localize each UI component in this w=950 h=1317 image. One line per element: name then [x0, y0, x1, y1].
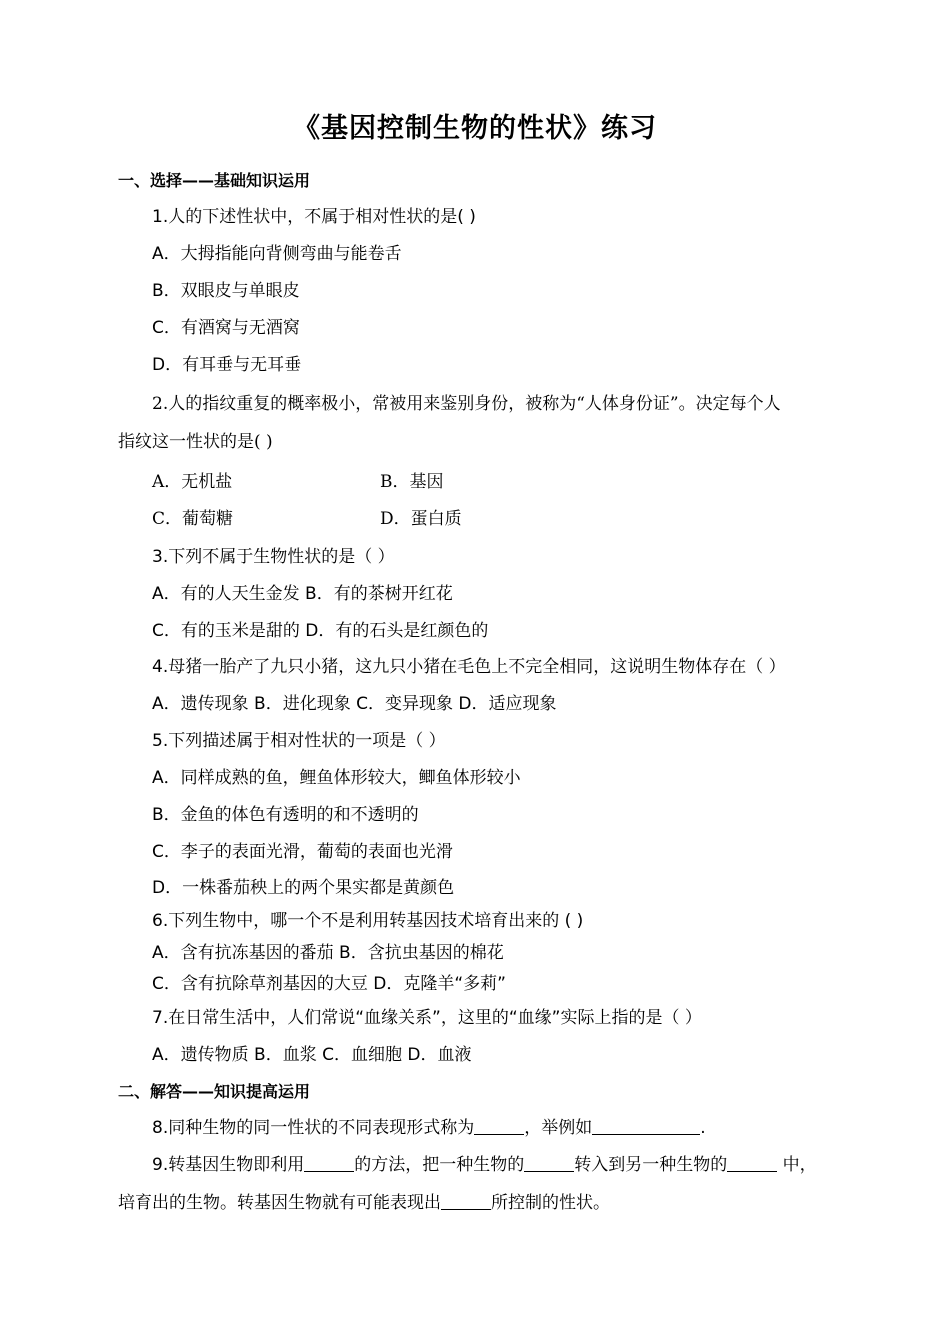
question-2-stem-line1: 2.人的指纹重复的概率极小，常被用来鉴别身份，被称为“人体身份证”。决定每个人 — [152, 394, 781, 414]
question-2-stem-line2: 指纹这一性状的是( ) — [118, 432, 273, 452]
question-3-options-ab: A．有的人天生金发 B．有的茶树开红花 — [152, 584, 453, 604]
question-5-option-b: B．金鱼的体色有透明的和不透明的 — [152, 805, 419, 825]
question-7-stem: 7.在日常生活中，人们常说“血缘关系”，这里的“血缘”实际上指的是（ ） — [152, 1008, 702, 1028]
question-6-options-cd: C．含有抗除草剂基因的大豆 D．克隆羊“多莉” — [152, 974, 506, 994]
question-1-option-b: B．双眼皮与单眼皮 — [152, 281, 300, 301]
question-2-option-c: C．葡萄糖 — [152, 509, 234, 529]
answer-blank[interactable] — [474, 1118, 524, 1135]
question-9-part4: 中， — [777, 1155, 817, 1175]
question-9-line1 — [152, 1154, 817, 1176]
question-1-option-c: C．有酒窝与无酒窝 — [152, 318, 300, 338]
page-title: 《基因控制生物的性状》练习 — [293, 113, 657, 144]
answer-blank[interactable] — [304, 1155, 354, 1172]
question-1-option-d: D．有耳垂与无耳垂 — [152, 355, 302, 375]
question-1-option-a: A．大拇指能向背侧弯曲与能卷舌 — [152, 244, 402, 264]
question-1-stem: 1.人的下述性状中，不属于相对性状的是( ) — [152, 207, 476, 227]
question-9-line2-part1: 培育出的生物。转基因生物就有可能表现出 — [118, 1193, 441, 1213]
question-9-line2-part2: 所控制的性状。 — [491, 1193, 610, 1213]
question-7-options: A．遗传物质 B．血浆 C．血细胞 D．血液 — [152, 1045, 472, 1065]
question-4-options: A．遗传现象 B．进化现象 C．变异现象 D．适应现象 — [152, 694, 557, 714]
answer-blank[interactable] — [592, 1118, 700, 1135]
section-heading-answer: 二、解答——知识提高运用 — [118, 1082, 311, 1101]
question-6-stem: 6.下列生物中，哪一个不是利用转基因技术培育出来的 ( ) — [152, 911, 584, 931]
question-8-part3: . — [700, 1118, 706, 1138]
question-5-option-d: D．一株番茄秧上的两个果实都是黄颜色 — [152, 878, 455, 898]
question-5-option-a: A．同样成熟的鱼，鲤鱼体形较大，鲫鱼体形较小 — [152, 768, 521, 788]
question-9-part1: 9.转基因生物即利用 — [152, 1155, 305, 1175]
question-9-line2 — [118, 1192, 610, 1214]
question-8-part1: 8.同种生物的同一性状的不同表现形式称为 — [152, 1118, 475, 1138]
question-3-stem: 3.下列不属于生物性状的是（ ） — [152, 547, 395, 567]
question-2-option-d: D．蛋白质 — [380, 509, 462, 529]
question-2-option-b: B．基因 — [380, 472, 444, 492]
question-4-stem: 4.母猪一胎产了九只小猪，这九只小猪在毛色上不完全相同，这说明生物体存在（ ） — [152, 657, 786, 677]
section-heading-choice: 一、选择——基础知识运用 — [118, 171, 311, 190]
question-6-options-ab: A．含有抗冻基因的番茄 B．含抗虫基因的棉花 — [152, 943, 504, 963]
question-9-part3: 转入到另一种生物的 — [574, 1155, 728, 1175]
answer-blank[interactable] — [441, 1193, 491, 1210]
answer-blank[interactable] — [727, 1155, 777, 1172]
question-9-part2: 的方法，把一种生物的 — [354, 1155, 525, 1175]
question-5-stem: 5.下列描述属于相对性状的一项是（ ） — [152, 731, 446, 751]
question-2-option-a: A．无机盐 — [152, 472, 233, 492]
question-3-options-cd: C．有的玉米是甜的 D．有的石头是红颜色的 — [152, 621, 489, 641]
question-5-option-c: C．李子的表面光滑，葡萄的表面也光滑 — [152, 842, 453, 862]
question-8-part2: ，举例如 — [524, 1118, 593, 1138]
answer-blank[interactable] — [524, 1155, 574, 1172]
question-8 — [152, 1117, 706, 1139]
